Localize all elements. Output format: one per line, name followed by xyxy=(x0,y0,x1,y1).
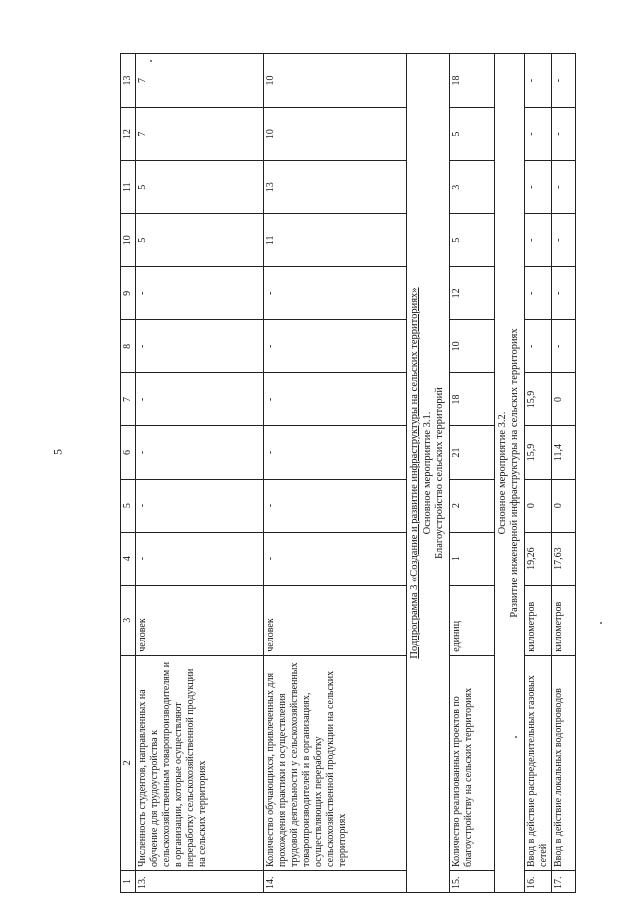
table-cell: 12 xyxy=(449,267,494,320)
table-cell: 15,9 xyxy=(524,373,551,426)
table-cell: - xyxy=(136,320,264,373)
scan-speck xyxy=(150,60,152,62)
table-cell: - xyxy=(551,108,575,161)
table-cell: 7 xyxy=(136,108,264,161)
header-cell: 6 xyxy=(121,426,136,479)
table-cell: 2 xyxy=(449,479,494,532)
table-cell: - xyxy=(524,54,551,108)
table-cell: 0 xyxy=(524,479,551,532)
table-cell: 15. xyxy=(449,870,494,892)
table-cell: Ввод в действие локальных водопроводов xyxy=(551,655,575,870)
table-cell: - xyxy=(136,532,264,585)
table-cell: - xyxy=(264,532,407,585)
table-cell: 16. xyxy=(524,870,551,892)
table-cell: - xyxy=(551,267,575,320)
section-heading xyxy=(407,54,450,893)
table-cell: 13. xyxy=(136,870,264,892)
section-heading-line: Благоустройство сельских территорий xyxy=(434,387,446,559)
table-cell: 5 xyxy=(449,214,494,267)
table-cell: Количество реализованных проектов по благоустройству на сельских территориях xyxy=(449,655,494,870)
header-cell: 2 xyxy=(121,655,136,870)
indicators-table xyxy=(120,53,576,893)
scan-speck xyxy=(600,622,602,624)
table-cell: - xyxy=(524,161,551,214)
scan-speck xyxy=(515,736,517,738)
table-cell: 18 xyxy=(449,373,494,426)
page-number: 5 xyxy=(50,449,65,455)
table-cell: 3 xyxy=(449,161,494,214)
header-cell: 9 xyxy=(121,267,136,320)
table-cell: единиц xyxy=(449,585,494,655)
table-cell: 19,26 xyxy=(524,532,551,585)
section-heading-line: Развитие инженерной инфраструктуры на сельских территориях xyxy=(509,328,521,618)
header-row xyxy=(121,54,136,893)
table-cell: - xyxy=(136,267,264,320)
table-cell: 10 xyxy=(449,320,494,373)
table-cell: - xyxy=(264,373,407,426)
table-row xyxy=(449,54,494,893)
header-cell: 3 xyxy=(121,585,136,655)
table-cell: - xyxy=(551,214,575,267)
header-cell: 1 xyxy=(121,870,136,892)
header-cell: 13 xyxy=(121,54,136,108)
table-cell: 11,4 xyxy=(551,426,575,479)
table-cell: 7 xyxy=(136,54,264,108)
table-cell: - xyxy=(524,267,551,320)
header-cell: 10 xyxy=(121,214,136,267)
table-cell: 5 xyxy=(136,214,264,267)
table-cell: Численность студентов, направленных на обучение для трудоустройства к сельскохозяйственным товаропроизводителям и в организации, которые осуществляют переработку сельскохозяйственной продукции на сельских территориях xyxy=(136,655,264,870)
section-row xyxy=(407,54,450,893)
table-cell: - xyxy=(264,267,407,320)
table-row xyxy=(264,54,407,893)
table-cell: человек xyxy=(136,585,264,655)
table-cell: - xyxy=(524,320,551,373)
table-cell: - xyxy=(551,320,575,373)
header-cell: 4 xyxy=(121,532,136,585)
table-cell: - xyxy=(264,320,407,373)
section-heading-line: Основное мероприятие 3.1. xyxy=(421,411,433,535)
table-row xyxy=(136,54,264,893)
section-row xyxy=(494,54,524,893)
rotated-table-container xyxy=(120,53,590,893)
section-heading xyxy=(494,54,524,893)
table-cell: 13 xyxy=(264,161,407,214)
table-cell: 18 xyxy=(449,54,494,108)
table-cell: - xyxy=(551,161,575,214)
table-cell: 15,9 xyxy=(524,426,551,479)
table-cell: 5 xyxy=(136,161,264,214)
table-row xyxy=(551,54,575,893)
header-cell: 8 xyxy=(121,320,136,373)
table-cell: километров xyxy=(551,585,575,655)
table-cell: километров xyxy=(524,585,551,655)
table-cell: - xyxy=(136,479,264,532)
table-cell: человек xyxy=(264,585,407,655)
table-cell: - xyxy=(136,426,264,479)
header-cell: 5 xyxy=(121,479,136,532)
table-cell: - xyxy=(524,214,551,267)
table-cell: 14. xyxy=(264,870,407,892)
table-cell: Количество обучающихся, привлеченных для прохождения практики и осуществления трудовой деятельности у сельскохозяйственных товаропроизводителей и в организациях, осуществляющих переработку сельскохозяйственной продукции на сельских территориях xyxy=(264,655,407,870)
table-cell: 5 xyxy=(449,108,494,161)
table-cell: 11 xyxy=(264,214,407,267)
table-cell: 10 xyxy=(264,108,407,161)
table-cell: - xyxy=(264,479,407,532)
table-cell: - xyxy=(524,108,551,161)
table-cell: - xyxy=(264,426,407,479)
section-heading-line: Основное мероприятие 3.2. xyxy=(496,411,508,535)
table-cell: Ввод в действие распределительных газовых сетей xyxy=(524,655,551,870)
table-cell: 1 xyxy=(449,532,494,585)
header-cell: 12 xyxy=(121,108,136,161)
table-row xyxy=(524,54,551,893)
header-cell: 7 xyxy=(121,373,136,426)
table-cell: 17,63 xyxy=(551,532,575,585)
table-cell: 17. xyxy=(551,870,575,892)
section-heading-line: Подпрограмма 3 «Создание и развитие инфраструктуры на сельских территориях» xyxy=(409,287,420,659)
table-cell: 0 xyxy=(551,479,575,532)
table-cell: - xyxy=(551,54,575,108)
table-cell: 0 xyxy=(551,373,575,426)
table-cell: 10 xyxy=(264,54,407,108)
table-cell: - xyxy=(136,373,264,426)
table-cell: 21 xyxy=(449,426,494,479)
header-cell: 11 xyxy=(121,161,136,214)
